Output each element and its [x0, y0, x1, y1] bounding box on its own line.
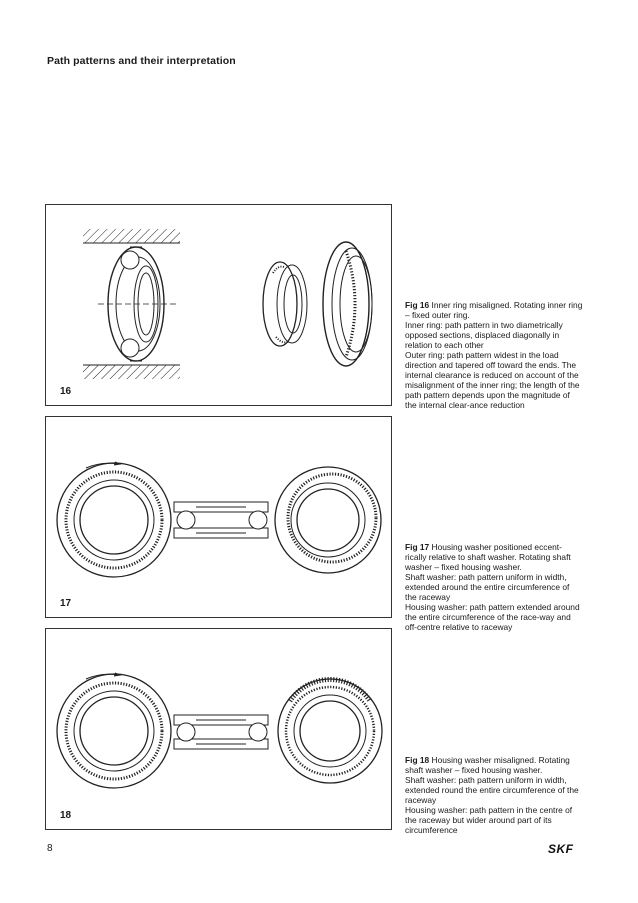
figure-16-caption-line-3: Outer ring: path pattern widest in the load direction and tapered off toward the ends. The internal clearance is reduced on account of the misalignment of the inner ring; the length of the path pattern depends upon the magnitude of the internal clear-ance reduction	[405, 350, 580, 410]
outer-ring-path-pattern	[323, 242, 372, 366]
figure-18-drawing	[46, 629, 393, 831]
figure-18-caption-line-1: Housing washer misaligned. Rotating shaft washer – fixed housing washer.	[405, 755, 570, 775]
figure-17-box	[45, 416, 392, 618]
figure-16-box	[45, 204, 392, 406]
figure-17-caption-line-2: Shaft washer: path pattern uniform in width, extended around the entire circumference of the raceway	[405, 572, 570, 602]
figure-18-caption	[405, 755, 583, 835]
figure-16-caption	[405, 300, 583, 410]
thrust-bearing-side-view	[174, 502, 268, 538]
inner-ring-path-pattern	[263, 262, 307, 346]
figure-18-caption-line-2: Shaft washer: path pattern uniform in width, extended round the entire circumference of the raceway	[405, 775, 579, 805]
skf-logo: SKF	[548, 842, 574, 856]
misaligned-bearing-section	[83, 229, 180, 379]
page-heading: Path patterns and their interpretation	[47, 55, 236, 67]
figure-16-caption-line-1: Inner ring misaligned. Rotating inner ring – fixed outer ring.	[405, 300, 583, 320]
shaft-washer-path-pattern	[57, 673, 171, 788]
figure-17-caption-line-3: Housing washer: path pattern extended around the entire circumference of the race-way and off-centre relative to raceway	[405, 602, 580, 632]
figure-17-number: 17	[60, 598, 72, 609]
figure-16-number: 16	[60, 386, 72, 397]
figure-16-caption-title: Fig 16	[405, 300, 430, 310]
thrust-bearing-side-view	[174, 715, 268, 749]
figure-18-caption-line-3: Housing washer: path pattern in the centre of the raceway but wider around part of its circumference	[405, 805, 573, 835]
page-number: 8	[47, 843, 53, 854]
housing-washer-path-pattern	[278, 679, 382, 783]
figure-16-caption-line-2: Inner ring: path pattern in two diametrically opposed sections, displaced diagonally in relation to each other	[405, 320, 563, 350]
figure-18-caption-title: Fig 18	[405, 755, 430, 765]
figure-17-caption	[405, 542, 583, 632]
housing-washer-path-pattern	[275, 467, 381, 573]
figure-18-box	[45, 628, 392, 830]
shaft-washer-path-pattern	[57, 462, 171, 577]
figure-17-caption-line-1: Housing washer positioned eccent-rically relative to shaft washer. Rotating shaft washer – fixed housing washer.	[405, 542, 571, 572]
figure-18-number: 18	[60, 810, 72, 821]
figure-17-drawing	[46, 417, 393, 619]
figure-16-drawing	[46, 205, 393, 407]
figure-17-caption-title: Fig 17	[405, 542, 430, 552]
